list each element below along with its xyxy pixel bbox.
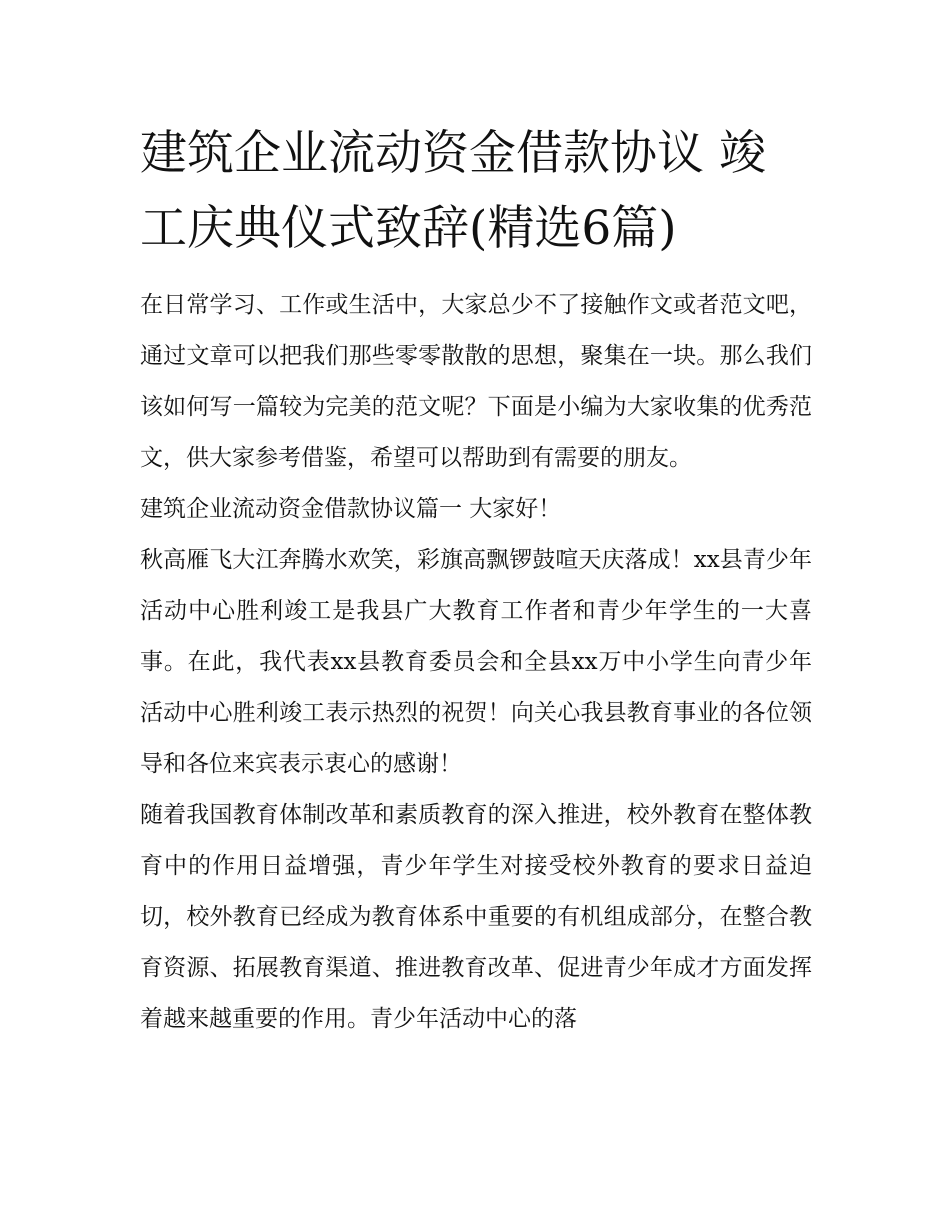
document-content xyxy=(140,116,812,1045)
section-heading-paragraph: 建筑企业流动资金借款协议篇一 大家好！ xyxy=(140,496,562,522)
document-title: 建筑企业流动资金借款协议 竣工庆典仪式致辞(精选6篇) xyxy=(140,126,766,256)
body-paragraph-2: 随着我国教育体制改革和素质教育的深入推进，校外教育在整体教育中的作用日益增强，青少年学生对接受校外教育的要求日益迫切，校外教育已经成为教育体系中重要的有机组成部分，在整合教育资源、拓展教育渠道、推进教育改革、促进青少年成才方面发挥着越来越重要的作用。青少年活动中心的落 xyxy=(140,802,812,1032)
body-paragraph-1: 秋高雁飞大江奔腾水欢笑，彩旗高飘锣鼓喧天庆落成！xx县青少年活动中心胜利竣工是我县广大教育工作者和青少年学生的一大喜事。在此，我代表xx县教育委员会和全县xx万中小学生向青少年活动中心胜利竣工表示热烈的祝贺！向关心我县教育事业的各位领导和各位来宾表示衷心的感谢！ xyxy=(140,547,812,777)
intro-paragraph: 在日常学习、工作或生活中，大家总少不了接触作文或者范文吧，通过文章可以把我们那些零零散散的思想，聚集在一块。那么我们该如何写一篇较为完美的范文呢？下面是小编为大家收集的优秀范文，供大家参考借鉴，希望可以帮助到有需要的朋友。 xyxy=(140,292,812,471)
